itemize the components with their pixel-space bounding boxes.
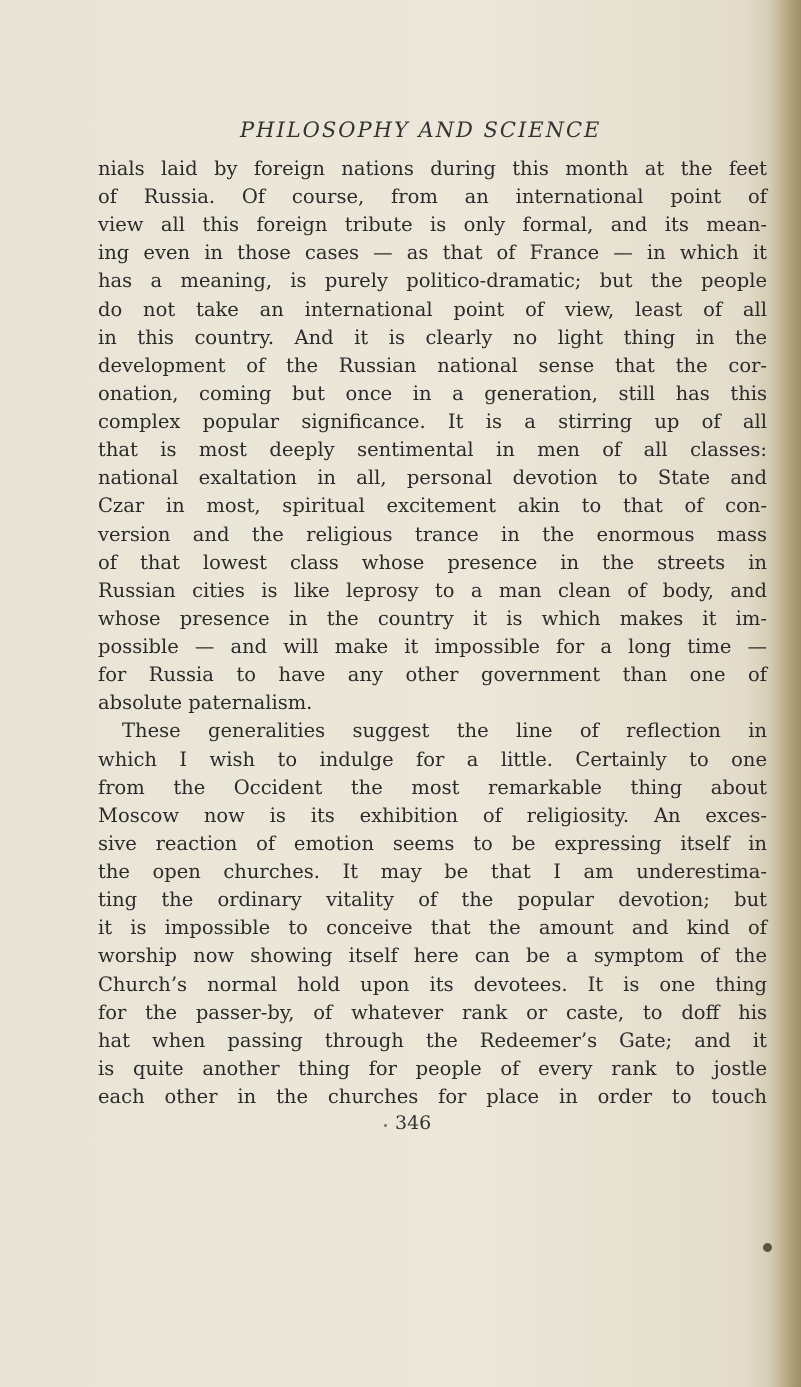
- text-line: version and the religious trance in the enormous mass: [98, 523, 767, 546]
- running-head: PHILOSOPHY AND SCIENCE: [240, 118, 602, 142]
- text-line: ting the ordinary vitality of the popular devotion; but: [98, 888, 767, 911]
- text-line: Church’s normal hold upon its devotees. It is one thing: [98, 973, 767, 996]
- text-line: view all this foreign tribute is only formal, and its mean-: [98, 213, 767, 236]
- text-line: is quite another thing for people of every rank to jostle: [98, 1057, 767, 1080]
- text-line: onation, coming but once in a generation, still has this: [98, 382, 767, 405]
- paragraph-end-line: absolute paternalism.: [98, 691, 313, 714]
- text-line: hat when passing through the Redeemer’s Gate; and it: [98, 1029, 767, 1052]
- text-line: possible — and will make it impossible for a long time —: [98, 635, 767, 658]
- text-line: of that lowest class whose presence in the streets in: [98, 551, 767, 574]
- text-line: the open churches. It may be that I am underestima-: [98, 860, 767, 883]
- text-line: of Russia. Of course, from an international point of: [98, 185, 767, 208]
- text-line: Czar in most, spiritual excitement akin to that of con-: [98, 494, 767, 517]
- text-line: Moscow now is its exhibition of religiosity. An exces-: [98, 804, 767, 827]
- text-line: sive reaction of emotion seems to be expressing itself in: [98, 832, 767, 855]
- paper-blemish: [763, 1243, 772, 1252]
- text-line: do not take an international point of view, least of all: [98, 298, 767, 321]
- text-line: that is most deeply sentimental in men of all classes:: [98, 438, 767, 461]
- text-line: which I wish to indulge for a little. Certainly to one: [98, 748, 767, 771]
- text-line: has a meaning, is purely politico-dramatic; but the people: [98, 269, 767, 292]
- text-line: nials laid by foreign nations during this month at the feet: [98, 157, 767, 180]
- text-line: in this country. And it is clearly no light thing in the: [98, 326, 767, 349]
- text-line: whose presence in the country it is which makes it im-: [98, 607, 767, 630]
- text-line: each other in the churches for place in order to touch: [98, 1085, 767, 1108]
- text-line: ing even in those cases — as that of France — in which it: [98, 241, 767, 264]
- text-line: from the Occident the most remarkable thing about: [98, 776, 767, 799]
- text-line: it is impossible to conceive that the amount and kind of: [98, 916, 767, 939]
- text-line: Russian cities is like leprosy to a man clean of body, and: [98, 579, 767, 602]
- text-line: worship now showing itself here can be a symptom of the: [98, 944, 767, 967]
- text-line: for Russia to have any other government than one of: [98, 663, 767, 686]
- text-line: national exaltation in all, personal devotion to State and: [98, 466, 767, 489]
- text-line: complex popular significance. It is a stirring up of all: [98, 410, 767, 433]
- paper-speck: [384, 1124, 387, 1127]
- text-line: for the passer-by, of whatever rank or caste, to doff his: [98, 1001, 767, 1024]
- page-number: 346: [395, 1112, 432, 1134]
- paragraph-start-line: These generalities suggest the line of reflection in: [122, 719, 767, 742]
- text-line: development of the Russian national sense that the cor-: [98, 354, 767, 377]
